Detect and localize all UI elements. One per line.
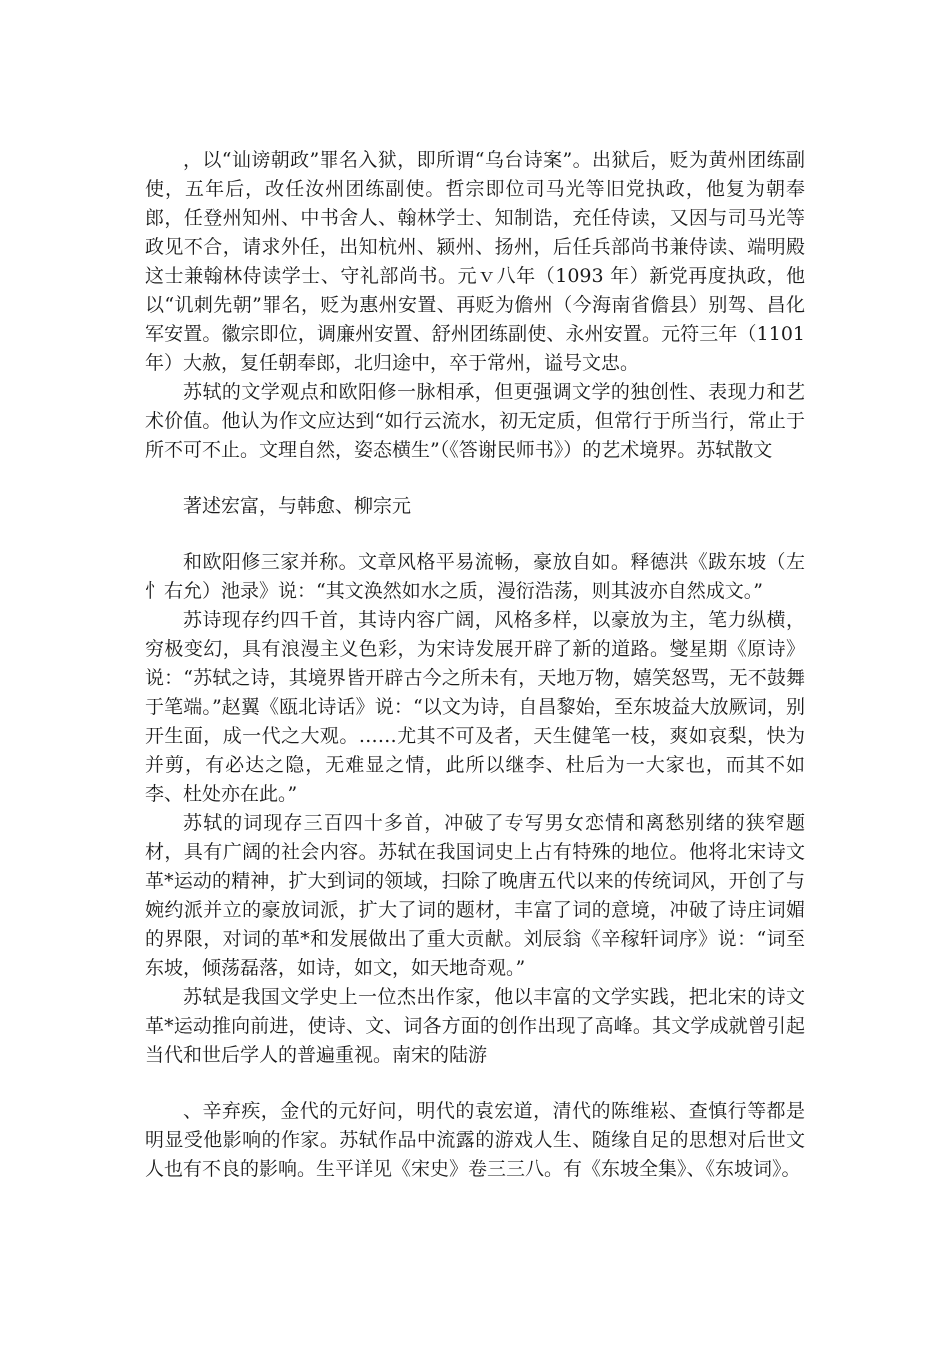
paragraph-3: 著述宏富，与韩愈、柳宗元 — [183, 495, 412, 517]
paragraph-6: 苏轼的词现存三百四十多首，冲破了专写男女恋情和离愁别绪的狭窄题材，具有广阔的社会内容。苏轼在我国词史上占有特殊的地位。他将北宋诗文革*运动的精神，扩大到词的领域，扫除了晚唐五代以来的传统词风，开创了与婉约派并立的豪放词派，扩大了词的题材，丰富了词的意境，冲破了诗庄词媚的界限，对词的革*和发展做出了重大贡献。刘辰翁《辛稼轩词序》说：“词至东坡，倾荡磊落，如诗，如文，如天地奇观。” — [145, 812, 805, 979]
paragraph-7: 苏轼是我国文学史上一位杰出作家，他以丰富的文学实践，把北宋的诗文革*运动推向前进，使诗、文、词各方面的创作出现了高峰。其文学成就曾引起当代和世后学人的普遍重视。南宋的陆游 — [145, 986, 805, 1066]
paragraph-gap — [145, 465, 805, 492]
document-page — [145, 146, 805, 1184]
paragraph-gap — [145, 521, 805, 548]
paragraph-2: 苏轼的文学观点和欧阳修一脉相承，但更强调文学的独创性、表现力和艺术价值。他认为作文应达到“如行云流水，初无定质，但常行于所当行，常止于所不可不止。文理自然，姿态横生”（《答谢民师书》）的艺术境界。苏轼散文 — [145, 381, 805, 461]
paragraph-4: 和欧阳修三家并称。文章风格平易流畅，豪放自如。释德洪《跋东坡（左忄右允）池录》说：“其文涣然如水之质，漫衍浩荡，则其波亦自然成文。” — [145, 551, 805, 602]
paragraph-8: 、辛弃疾，金代的元好问，明代的袁宏道，清代的陈维崧、查慎行等都是明显受他影响的作家。苏轼作品中流露的游戏人生、随缘自足的思想对后世文人也有不良的影响。生平详见《宋史》卷三三八。有《东坡全集》、《东坡词》。 — [145, 1100, 805, 1180]
paragraph-5: 苏诗现存约四千首，其诗内容广阔，风格多样，以豪放为主，笔力纵横，穷极变幻，具有浪漫主义色彩，为宋诗发展开辟了新的道路。燮星期《原诗》说：“苏轼之诗，其境界皆开辟古今之所未有，天地万物，嬉笑怒骂，无不鼓舞于笔端。”赵翼《瓯北诗话》说：“以文为诗，自昌黎始，至东坡益大放厥词，别开生面，成一代之大观。……尤其不可及者，天生健笔一枝，爽如哀梨，快为并剪，有必达之隐，无难显之情，此所以继李、杜后为一大家也，而其不如李、杜处亦在此。” — [145, 609, 805, 805]
paragraph-gap — [145, 1070, 805, 1097]
paragraph-1: ，以“讪谤朝政”罪名入狱，即所谓“乌台诗案”。出狱后，贬为黄州团练副使，五年后，改任汝州团练副使。哲宗即位司马光等旧党执政，他复为朝奉郎，任登州知州、中书舍人、翰林学士、知制诰，充任侍读，又因与司马光等政见不合，请求外任，出知杭州、颍州、扬州，后任兵部尚书兼侍读、端明殿这士兼翰林侍读学士、守礼部尚书。元ｖ八年（1093 年）新党再度执政，他以“讥刺先朝”罪名，贬为惠州安置、再贬为儋州（今海南省儋县）别驾、昌化军安置。徽宗即位，调廉州安置、舒州团练副使、永州安置。元符三年（1101 年）大赦，复任朝奉郎，北归途中，卒于常州，谥号文忠。 — [145, 149, 805, 374]
